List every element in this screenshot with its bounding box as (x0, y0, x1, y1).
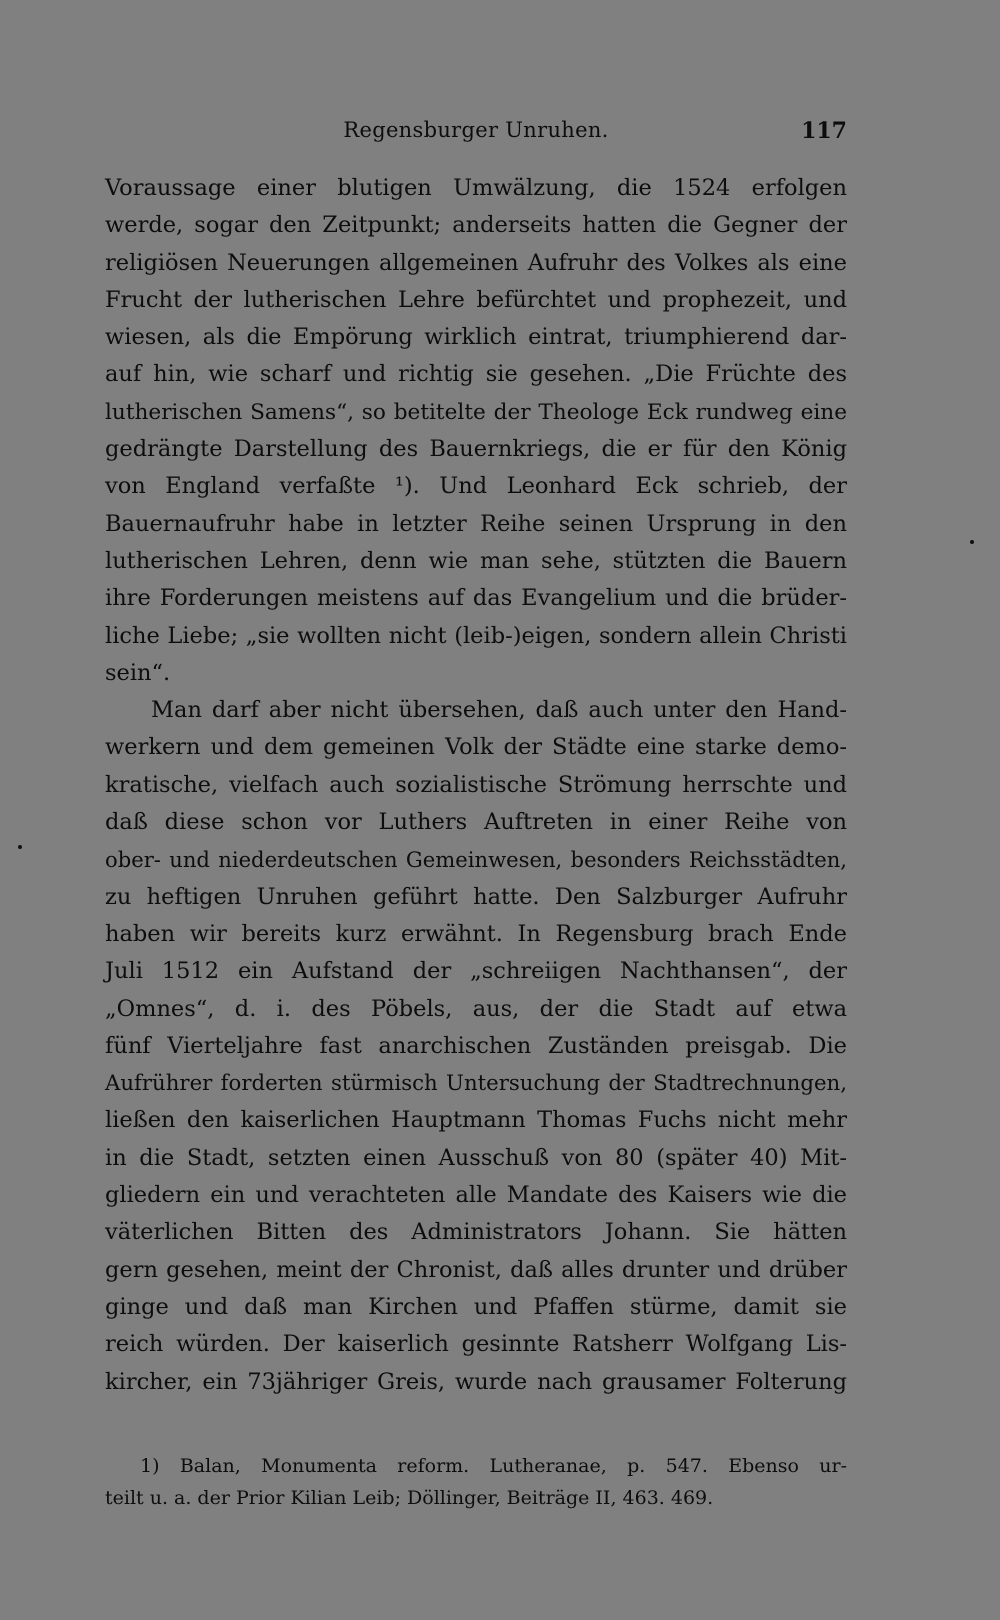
text-line: gedrängte Darstellung des Bauernkriegs, die er für den König (105, 436, 847, 463)
text-line: ober- und niederdeutschen Gemeinwesen, besonders Reichsstädten, (105, 847, 847, 873)
text-line: werde, sogar den Zeitpunkt; anderseits hatten die Gegner der (105, 212, 847, 239)
footnote-line: 1) Balan, Monumenta reform. Lutheranae, p. 547. Ebenso ur- (140, 1455, 847, 1477)
text-line: haben wir bereits kurz erwähnt. In Regensburg brach Ende (105, 920, 847, 947)
footnotes (105, 1450, 847, 1514)
text-line: zu heftigen Unruhen geführt hatte. Den Salzburger Aufruhr (105, 883, 847, 910)
text-line: religiösen Neuerungen allgemeinen Aufruhr des Volkes als eine (105, 249, 847, 276)
scan-speck (18, 845, 22, 849)
main-text (105, 170, 847, 1401)
text-line: gliedern ein und verachteten alle Mandate des Kaisers wie die (105, 1182, 847, 1209)
text-line: Aufrührer forderten stürmisch Untersuchung der Stadtrechnungen, (105, 1071, 847, 1097)
text-line: kratische, vielfach auch sozialistische Strömung herrschte und (105, 771, 847, 798)
page-number: 117 (801, 118, 847, 144)
running-head (105, 118, 847, 152)
footnote-line: teilt u. a. der Prior Kilian Leib; Döllinger, Beiträge II, 463. 469. (105, 1487, 714, 1509)
text-line: Frucht der lutherischen Lehre befürchtet und prophezeit, und (105, 286, 847, 313)
text-line: in die Stadt, setzten einen Ausschuß von 80 (später 40) Mit- (105, 1144, 847, 1171)
text-line: auf hin, wie scharf und richtig sie gesehen. „Die Früchte des (105, 361, 847, 388)
text-line: lutherischen Lehren, denn wie man sehe, stützten die Bauern (105, 547, 847, 574)
text-line: wiesen, als die Empörung wirklich eintrat, triumphierend dar- (105, 324, 847, 351)
text-line: ihre Forderungen meistens auf das Evangelium und die brüder- (105, 585, 847, 612)
text-line: Voraussage einer blutigen Umwälzung, die 1524 erfolgen (105, 175, 847, 201)
running-title: Regensburger Unruhen. (343, 118, 609, 142)
text-line-paragraph-start: Man darf aber nicht übersehen, daß auch unter den Hand- (151, 697, 847, 724)
text-line: reich würden. Der kaiserlich gesinnte Ratsherr Wolfgang Lis- (105, 1331, 847, 1358)
text-line: „Omnes“, d. i. des Pöbels, aus, der die Stadt auf etwa (105, 995, 847, 1022)
text-line: kircher, ein 73jähriger Greis, wurde nach grausamer Folterung (105, 1368, 847, 1395)
text-line: werkern und dem gemeinen Volk der Städte eine starke demo- (105, 734, 847, 761)
text-line: lutherischen Samens“, so betitelte der Theologe Eck rundweg eine (105, 399, 847, 425)
text-line: fünf Vierteljahre fast anarchischen Zuständen preisgab. Die (105, 1032, 847, 1059)
scan-speck (970, 540, 974, 544)
text-line: liche Liebe; „sie wollten nicht (leib-)eigen, sondern allein Christi (105, 622, 847, 649)
text-line: väterlichen Bitten des Administrators Johann. Sie hätten (105, 1219, 847, 1246)
text-line: ließen den kaiserlichen Hauptmann Thomas Fuchs nicht mehr (105, 1107, 847, 1134)
text-line: Juli 1512 ein Aufstand der „schreiigen Nachthansen“, der (105, 958, 847, 985)
text-line-paragraph-end: sein“. (105, 659, 171, 686)
text-line: von England verfaßte ¹). Und Leonhard Eck schrieb, der (105, 473, 847, 500)
text-line: Bauernaufruhr habe in letzter Reihe seinen Ursprung in den (105, 510, 847, 537)
text-line: gern gesehen, meint der Chronist, daß alles drunter und drüber (105, 1256, 847, 1283)
text-line: daß diese schon vor Luthers Auftreten in einer Reihe von (105, 809, 847, 836)
text-line: ginge und daß man Kirchen und Pfaffen stürme, damit sie (105, 1293, 847, 1320)
